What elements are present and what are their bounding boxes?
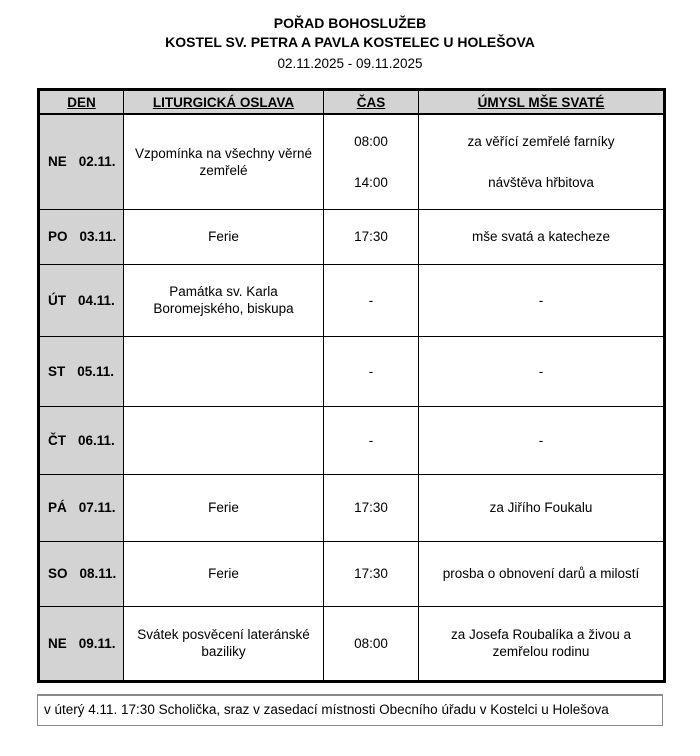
day-cell: [39, 606, 124, 681]
intention-cell: [419, 541, 665, 606]
column-header-cas: ČAS: [324, 90, 419, 115]
intention-cell: [419, 474, 665, 541]
intention-text: za věřící zemřelé farníky: [467, 133, 615, 149]
column-header-den: DEN: [39, 90, 124, 115]
footer-note: v úterý 4.11. 17:30 Scholička, sraz v zasedací místnosti Obecního úřadu v Kostelci u Holešova: [37, 694, 663, 726]
celebration-text: Ferie: [208, 500, 239, 515]
day-cell: [39, 114, 124, 209]
time-cell: [324, 264, 419, 336]
day-cell: [39, 209, 124, 264]
intention-text-2: návštěva hřbitova: [488, 174, 594, 190]
day-date: 05.11.: [77, 363, 115, 379]
table-row: [39, 264, 665, 336]
celebration-cell: [124, 541, 324, 606]
intention-cell: [419, 336, 665, 406]
schedule-table: [37, 88, 666, 683]
table-header-row: [39, 90, 665, 115]
time-text: 17:30: [354, 500, 388, 515]
time-text: 17:30: [354, 566, 388, 581]
celebration-cell: [124, 474, 324, 541]
time-text: 08:00: [354, 635, 388, 651]
celebration-cell: [124, 606, 324, 681]
intention-cell: [419, 406, 665, 474]
table-row: [39, 541, 665, 606]
time-cell: [324, 474, 419, 541]
intention-text: za Josefa Roubalíka a živou a zemřelou rodinu: [450, 627, 632, 659]
day-abbrev: NE: [48, 635, 67, 651]
day-cell: [39, 336, 124, 406]
celebration-cell: [124, 114, 324, 209]
celebration-text: Svátek posvěcení lateránské baziliky: [137, 627, 310, 659]
time-cell: [324, 336, 419, 406]
day-date: 06.11.: [78, 432, 115, 448]
date-range: 02.11.2025 - 09.11.2025: [277, 56, 423, 71]
day-abbrev: SO: [48, 566, 68, 581]
day-cell: [39, 541, 124, 606]
celebration-text: [124, 438, 323, 442]
day-abbrev: ÚT: [48, 292, 66, 308]
day-date: 09.11.: [78, 635, 116, 651]
time-text: 17:30: [354, 229, 388, 244]
table-row: [39, 336, 665, 406]
intention-text: prosba o obnovení darů a milostí: [442, 566, 640, 581]
time-text: 08:00: [354, 133, 388, 149]
time-text: -: [368, 292, 374, 308]
time-cell: [324, 114, 419, 209]
celebration-cell: [124, 406, 324, 474]
day-date: 07.11.: [78, 500, 116, 515]
day-abbrev: PÁ: [48, 500, 67, 515]
column-header-umysl: ÚMYSL MŠE SVATÉ: [419, 90, 665, 115]
column-header-oslava: LITURGICKÁ OSLAVA: [124, 90, 324, 115]
celebration-text: Památka sv. Karla Boromejského, biskupa: [153, 284, 294, 316]
day-date: 04.11.: [78, 292, 115, 308]
time-text: -: [368, 432, 374, 448]
time-cell: [324, 541, 419, 606]
day-cell: [39, 406, 124, 474]
table-row: [39, 474, 665, 541]
day-abbrev: ČT: [48, 432, 66, 448]
day-abbrev: ST: [48, 363, 66, 379]
time-cell: [324, 606, 419, 681]
celebration-text: Vzpomínka na všechny věrné zemřelé: [134, 145, 313, 178]
day-abbrev: PO: [48, 229, 68, 244]
intention-text: -: [538, 363, 544, 379]
table-row: [39, 114, 665, 209]
celebration-cell: [124, 336, 324, 406]
table-row: [39, 406, 665, 474]
day-cell: [39, 264, 124, 336]
day-date: 08.11.: [79, 566, 117, 581]
day-date: 03.11.: [79, 229, 117, 244]
time-text: -: [368, 363, 374, 379]
day-abbrev: NE: [48, 154, 67, 170]
intention-cell: [419, 114, 665, 209]
time-text-2: 14:00: [354, 174, 388, 190]
table-row: [39, 606, 665, 681]
time-cell: [324, 209, 419, 264]
page-title: POŘAD BOHOSLUŽEB: [273, 15, 427, 31]
celebration-text: Ferie: [208, 229, 239, 244]
table-row: [39, 209, 665, 264]
celebration-cell: [124, 209, 324, 264]
celebration-cell: [124, 264, 324, 336]
time-cell: [324, 406, 419, 474]
intention-text: mše svatá a katecheze: [471, 229, 611, 244]
intention-text: -: [538, 292, 544, 308]
day-date: 02.11.: [78, 154, 116, 170]
intention-cell: [419, 209, 665, 264]
celebration-text: [124, 369, 323, 373]
page-subtitle: KOSTEL SV. PETRA A PAVLA KOSTELEC U HOLEŠOVA: [165, 34, 535, 50]
intention-text: za Jiřího Foukalu: [489, 500, 593, 515]
day-cell: [39, 474, 124, 541]
celebration-text: Ferie: [208, 566, 239, 581]
intention-text: -: [538, 432, 544, 448]
intention-cell: [419, 264, 665, 336]
intention-cell: [419, 606, 665, 681]
